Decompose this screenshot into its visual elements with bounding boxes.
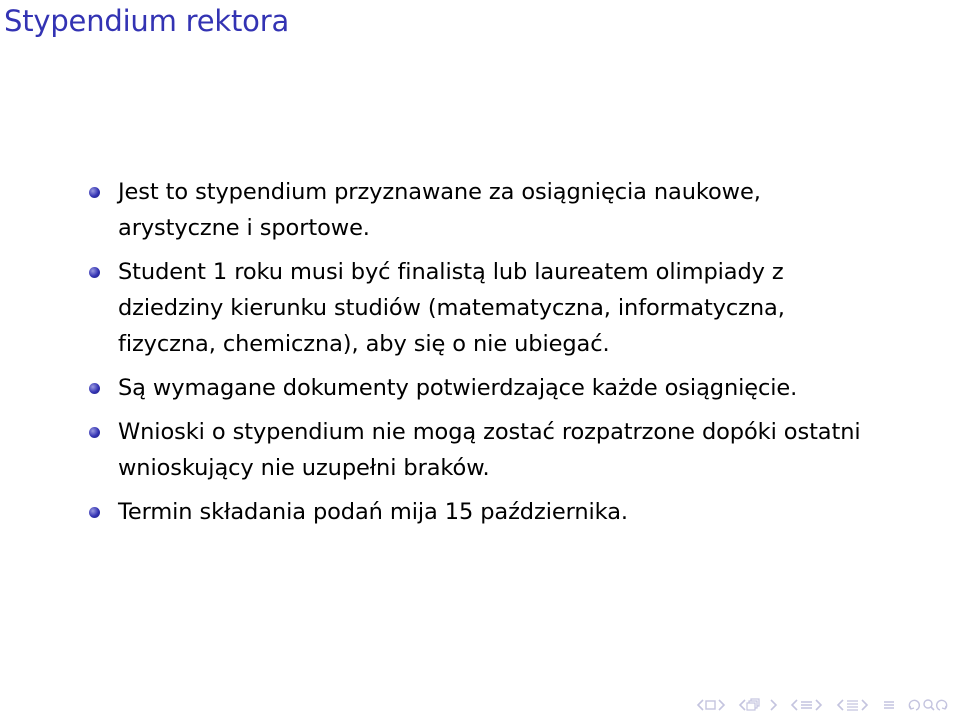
bullet-icon bbox=[89, 427, 100, 438]
list-item bbox=[0, 174, 878, 246]
beamer-navigation-bar bbox=[696, 698, 948, 712]
nav-align-icon[interactable] bbox=[882, 698, 896, 712]
bullet-icon bbox=[89, 507, 100, 518]
nav-subsection-icon[interactable] bbox=[790, 698, 824, 712]
bullet-text: Są wymagane dokumenty potwierdzające każde osiągnięcie. bbox=[118, 375, 798, 401]
bullet-icon bbox=[89, 187, 100, 198]
bullet-text: Termin składania podań mija 15 października. bbox=[118, 499, 628, 525]
list-item bbox=[0, 414, 878, 486]
bullet-list bbox=[0, 174, 960, 538]
bullet-text: Student 1 roku musi być finalistą lub laureatem olimpiady z dziedziny kierunku studiów (matematyczna, informatyczna, fizyczna, chemiczna), aby się o nie ubiegać. bbox=[118, 259, 785, 357]
nav-frame-icon[interactable] bbox=[738, 698, 778, 712]
bullet-text: Wnioski o stypendium nie mogą zostać rozpatrzone dopóki ostatni wnioskujący nie uzupełni braków. bbox=[118, 419, 861, 481]
list-item bbox=[0, 370, 878, 406]
nav-slide-icon[interactable] bbox=[696, 698, 726, 712]
nav-section-icon[interactable] bbox=[836, 698, 870, 712]
bullet-text: Jest to stypendium przyznawane za osiągnięcia naukowe, arystyczne i sportowe. bbox=[118, 179, 761, 241]
bullet-icon bbox=[89, 267, 100, 278]
list-item bbox=[0, 494, 878, 530]
list-item bbox=[0, 254, 878, 362]
nav-search-icon[interactable] bbox=[908, 698, 948, 712]
bullet-icon bbox=[89, 383, 100, 394]
slide-title: Stypendium rektora bbox=[4, 4, 290, 38]
